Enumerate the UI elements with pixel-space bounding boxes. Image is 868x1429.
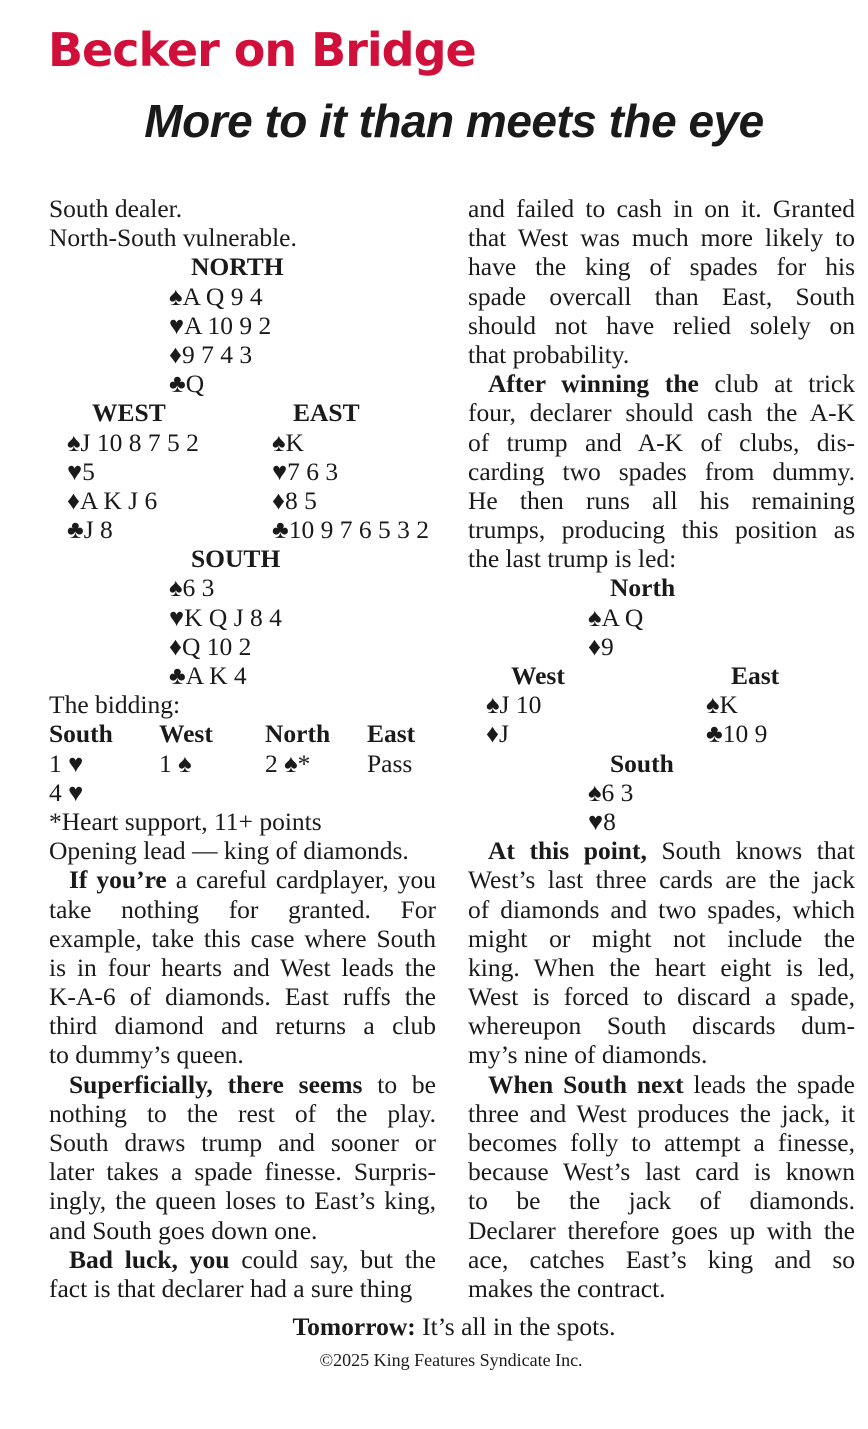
ending-west-east-labels [468,661,855,690]
west-east-clubs [49,515,436,544]
article-line: whereupon South discards dum- [468,1011,855,1041]
ending-north-spades: ♠A Q [588,602,644,632]
east-clubs: ♣10 9 7 6 5 3 2 [272,515,429,545]
article-line: ingly, the queen loses to East’s king, [49,1186,436,1216]
article-line: ace, catches East’s king and so [468,1244,855,1274]
article-line: third diamond and returns a club [49,1011,436,1041]
west-east-hearts [49,457,436,486]
bidding-row [49,778,436,807]
paragraph-lead-in: If you’re [69,865,167,895]
ending-east-label: East [731,661,780,690]
article-line: fact is that declarer had a sure thing [49,1273,413,1303]
article-line: West is forced to discard a spade, [468,982,855,1012]
north-hearts: ♥A 10 9 2 [169,310,272,340]
tomorrow-text: It’s all in the spots. [415,1312,616,1341]
east-diamonds: ♦8 5 [272,485,317,515]
bidding-header: South [49,719,113,749]
article-line: king. When the heart eight is led, [468,952,855,982]
article-line: should not have relied solely on [468,310,855,340]
article-line: West’s last three cards are the jack [468,865,855,895]
article-line: and South goes down one. [49,1215,318,1245]
article-line: three and West produces the jack, it [468,1098,855,1128]
north-hand-label: NORTH [191,252,284,282]
article-line: At this point, South knows that [488,836,855,866]
article-line: to dummy’s queen. [49,1040,244,1070]
north-diamonds: ♦9 7 4 3 [169,339,253,369]
tomorrow-teaser [0,1312,868,1342]
bid: 1 ♥ [49,748,84,778]
article-line: After winning the club at trick [488,369,855,399]
article-line: South draws trump and sooner or [49,1128,436,1157]
article-line: Declarer therefore goes up with the [468,1215,855,1245]
article-line: of trump and A-K of clubs, dis- [468,427,855,457]
headline: More to it than meets the eye [144,95,764,147]
ending-south-spades: ♠6 3 [588,777,634,807]
east-hearts: ♥7 6 3 [272,456,339,486]
article-line: take nothing for granted. For [49,894,436,924]
article-line: the last trump is led: [468,544,677,574]
ending-west-diamonds: ♦J [486,719,509,749]
tomorrow-label: Tomorrow: [292,1312,416,1341]
left-article-text [49,865,436,1303]
article-line: because West’s last card is known [468,1157,855,1187]
bid: 1 ♠ [159,748,192,778]
west-east-diamonds [49,486,436,515]
ending-south-label: South [610,748,674,778]
article-line: makes the contract. [468,1273,666,1303]
ending-east-clubs: ♣10 9 [706,719,768,749]
article-line: that West was much more likely to [468,223,855,253]
ending-east-spades: ♠K [706,690,738,720]
article-line: nothing to the rest of the play. [49,1098,436,1128]
west-east-spades [49,428,436,457]
bidding-header-row [49,719,436,748]
masthead: Becker on Bridge [48,23,476,77]
article-line: and failed to cash in on it. Granted [468,194,855,223]
bid: 4 ♥ [49,777,84,807]
vulnerability-line: North-South vulnerable. [49,223,297,253]
article-line: to be the jack of diamonds. [468,1186,855,1216]
ending-west-east-row2 [468,719,855,748]
north-clubs: ♣Q [169,369,205,399]
paragraph-lead-in: Superficially, there seems [69,1069,363,1099]
paragraph-lead-in: At this point, [488,836,647,866]
copyright: ©2025 King Features Syndicate Inc. [319,1350,583,1370]
bidding-header: East [367,719,416,749]
ending-south-hearts: ♥8 [588,806,616,836]
article-line: Bad luck, you could say, but the [69,1244,436,1274]
article-line: later takes a spade finesse. Surpris- [49,1157,436,1187]
west-hearts: ♥5 [67,456,95,486]
ending-north-label: North [610,573,676,603]
south-hand-label: SOUTH [191,544,281,574]
west-clubs: ♣J 8 [67,515,113,545]
article-line: Superficially, there seems to be [69,1069,436,1099]
article-line: K-A-6 of diamonds. East ruffs the [49,982,436,1012]
right-article-text-b [468,836,855,1303]
west-east-labels [49,398,436,427]
paragraph-lead-in: After winning the [488,369,699,399]
article-line: have the king of spades for his [468,252,855,282]
south-clubs: ♣A K 4 [169,661,247,690]
article-line: If you’re a careful cardplayer, you [69,865,436,895]
paragraph-lead-in: Bad luck, you [69,1244,230,1274]
bidding-row [49,749,436,778]
opening-lead: Opening lead — king of diamonds. [49,836,409,866]
south-spades: ♠6 3 [169,573,215,603]
bidding-footnote: *Heart support, 11+ points [49,806,322,836]
west-hand-label: WEST [92,398,166,428]
article-line: four, declarer should cash the A-K [468,398,855,428]
article-line: example, take this case where South [49,923,436,953]
bidding-header: North [265,719,331,749]
bidding-header: West [159,719,213,749]
east-hand-label: EAST [293,398,360,428]
article-line: my’s nine of diamonds. [468,1040,708,1070]
article-line: that probability. [468,339,630,369]
ending-west-label: West [511,661,565,690]
article-line: trumps, producing this position as [468,515,855,545]
paragraph-lead-in: When South next [488,1069,684,1099]
article-line: spade overcall than East, South [468,281,855,311]
left-column [49,194,436,1303]
bid: Pass [367,748,413,778]
article-line: is in four hearts and West leads the [49,952,436,982]
south-diamonds: ♦Q 10 2 [169,631,252,661]
ending-north-diamonds: ♦9 [588,631,614,661]
article-line: of diamonds and two spades, which [468,894,855,924]
bid: 2 ♠* [265,748,311,778]
ending-west-spades: ♠J 10 [486,690,542,720]
article-line: becomes folly to attempt a finesse, [468,1128,855,1157]
article-line: He then runs all his remaining [468,485,855,515]
right-article-text-a [468,194,855,573]
south-hearts: ♥K Q J 8 4 [169,602,282,632]
ending-west-east-row1 [468,690,855,719]
north-spades: ♠A Q 9 4 [169,281,263,311]
article-line: When South next leads the spade [488,1069,855,1099]
east-spades: ♠K [272,427,304,457]
dealer-line: South dealer. [49,194,183,223]
west-spades: ♠J 10 8 7 5 2 [67,427,199,457]
article-line: might or might not include the [468,923,855,953]
right-column [468,194,855,1303]
west-diamonds: ♦A K J 6 [67,485,158,515]
bidding-title: The bidding: [49,690,181,720]
article-line: carding two spades from dummy. [468,456,855,486]
